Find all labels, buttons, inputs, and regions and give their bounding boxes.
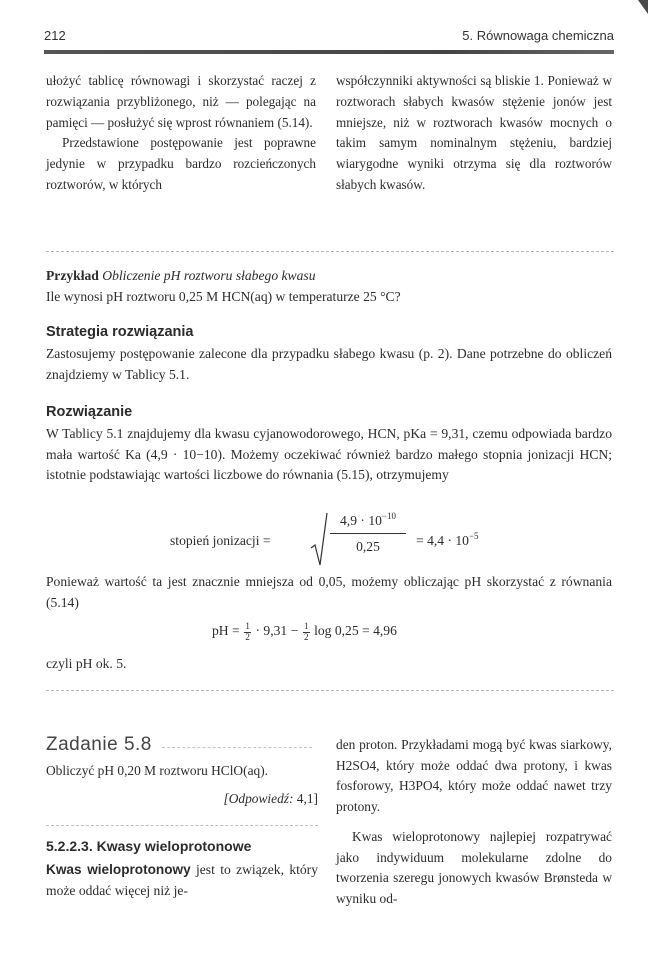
defined-term: Kwas wieloprotonowy	[46, 862, 191, 877]
task-body: Obliczyć pH 0,20 M roztworu HClO(aq).	[46, 763, 269, 778]
strategy-text: Zastosujemy postępowanie zalecone dla przypadku słabego kwasu (p. 2). Dane potrzebne do obliczeń znajdziemy w Tablicy 5.1.	[46, 346, 612, 382]
left-column-bottom: Kwas wieloprotonowy jest to związek, który może oddać więcej niż je-	[46, 862, 319, 898]
after-formula-text: Ponieważ wartość ta jest znacznie mniejsza od 0,05, możemy obliczając pH skorzystać z równania (5.14)	[46, 574, 612, 610]
left-column-top	[46, 71, 316, 196]
example-label: Przykład	[46, 268, 99, 283]
example-question: Ile wynosi pH roztworu 0,25 M HCN(aq) w temperaturze 25 °C?	[46, 289, 401, 304]
solution-heading: Rozwiązanie	[46, 404, 133, 420]
right-column-bottom	[336, 735, 612, 909]
page-number: 212	[44, 28, 66, 43]
paragraph: Przedstawione postępowanie jest poprawne jedynie w przypadku bardzo rozcieńczonych roztworów, w których	[46, 135, 316, 192]
formula-result: = $4,4 \cdot 10^{-5}$	[416, 531, 479, 548]
strategy-heading: Strategia rozwiązania	[46, 324, 194, 340]
fraction-half: $\frac{1}{2}$	[245, 621, 250, 642]
paragraph: Kwas wieloprotonowy najlepiej rozpatrywać jako indywiduum molekularne zdolne do tworzenia szeregu jonowych kwasów Brønsteda w wyniku od-	[336, 829, 612, 906]
paragraph: ułożyć tablicę równowagi i skorzystać raczej z rozwiązania przybliżonego, niż — polegając na pamięci — posłużyć się wprost równaniem (5.14).	[46, 73, 316, 130]
example-title	[46, 266, 612, 286]
task-answer: [Odpowiedź: 4,1]	[223, 791, 318, 806]
formula-numerator: $4,9 \cdot 10^{-10}$	[340, 511, 396, 528]
subsection-heading: 5.2.2.3. Kwasy wieloprotonowe	[46, 838, 252, 854]
example-conclusion: czyli pH ok. 5.	[46, 656, 127, 671]
formula-lhs: stopień jonizacji =	[170, 533, 271, 548]
square-root-sign	[310, 512, 328, 566]
ionization-formula	[170, 510, 620, 568]
corner-mark	[638, 0, 648, 14]
page-header	[44, 28, 614, 48]
task-title-rule	[162, 747, 312, 748]
example-bottom-rule	[46, 690, 614, 691]
paragraph: współczynniki aktywności są bliskie 1. Ponieważ w roztworach słabych kwasów stężenie jonów jest mniejsze, niż w roztworach kwasów mocnych o takim samym nominalnym stężeniu, bardziej wiarygodne wyniki otrzyma się dla roztworów słabych kwasów.	[336, 73, 612, 192]
fraction-bar	[330, 533, 406, 534]
fraction-half: $\frac{1}{2}$	[303, 621, 309, 642]
example-top-rule	[46, 251, 614, 252]
task-title: Zadanie 5.8	[46, 734, 152, 755]
chapter-title: 5. Równowaga chemiczna	[462, 28, 614, 43]
header-rule	[44, 50, 614, 54]
ph-formula: pH = $\frac{1}{2}$ · 9,31 − $\frac{1}{2}$ log 0,25 = 4,96	[212, 621, 397, 642]
solution-text: W Tablicy 5.1 znajdujemy dla kwasu cyjanowodorowego, HCN, pKa = 9,31, czemu odpowiada bardzo mała wartość Ka (4,9 · 10−10). Możemy oczekiwać również bardzo małego stopnia jonizacji HCN; istotnie podstawiając wartości liczbowe do równania (5.15), otrzymujemy	[46, 426, 612, 482]
paragraph: den proton. Przykładami mogą być kwas siarkowy, H2SO4, który może oddać dwa protony, i kwas fosforowy, H3PO4, który może oddać nawet trzy protony.	[336, 737, 612, 814]
example-subject: Obliczenie pH roztworu słabego kwasu	[102, 268, 316, 283]
right-column-top	[336, 71, 612, 196]
task-bottom-rule	[46, 825, 318, 826]
formula-denominator: 0,25	[356, 539, 380, 554]
